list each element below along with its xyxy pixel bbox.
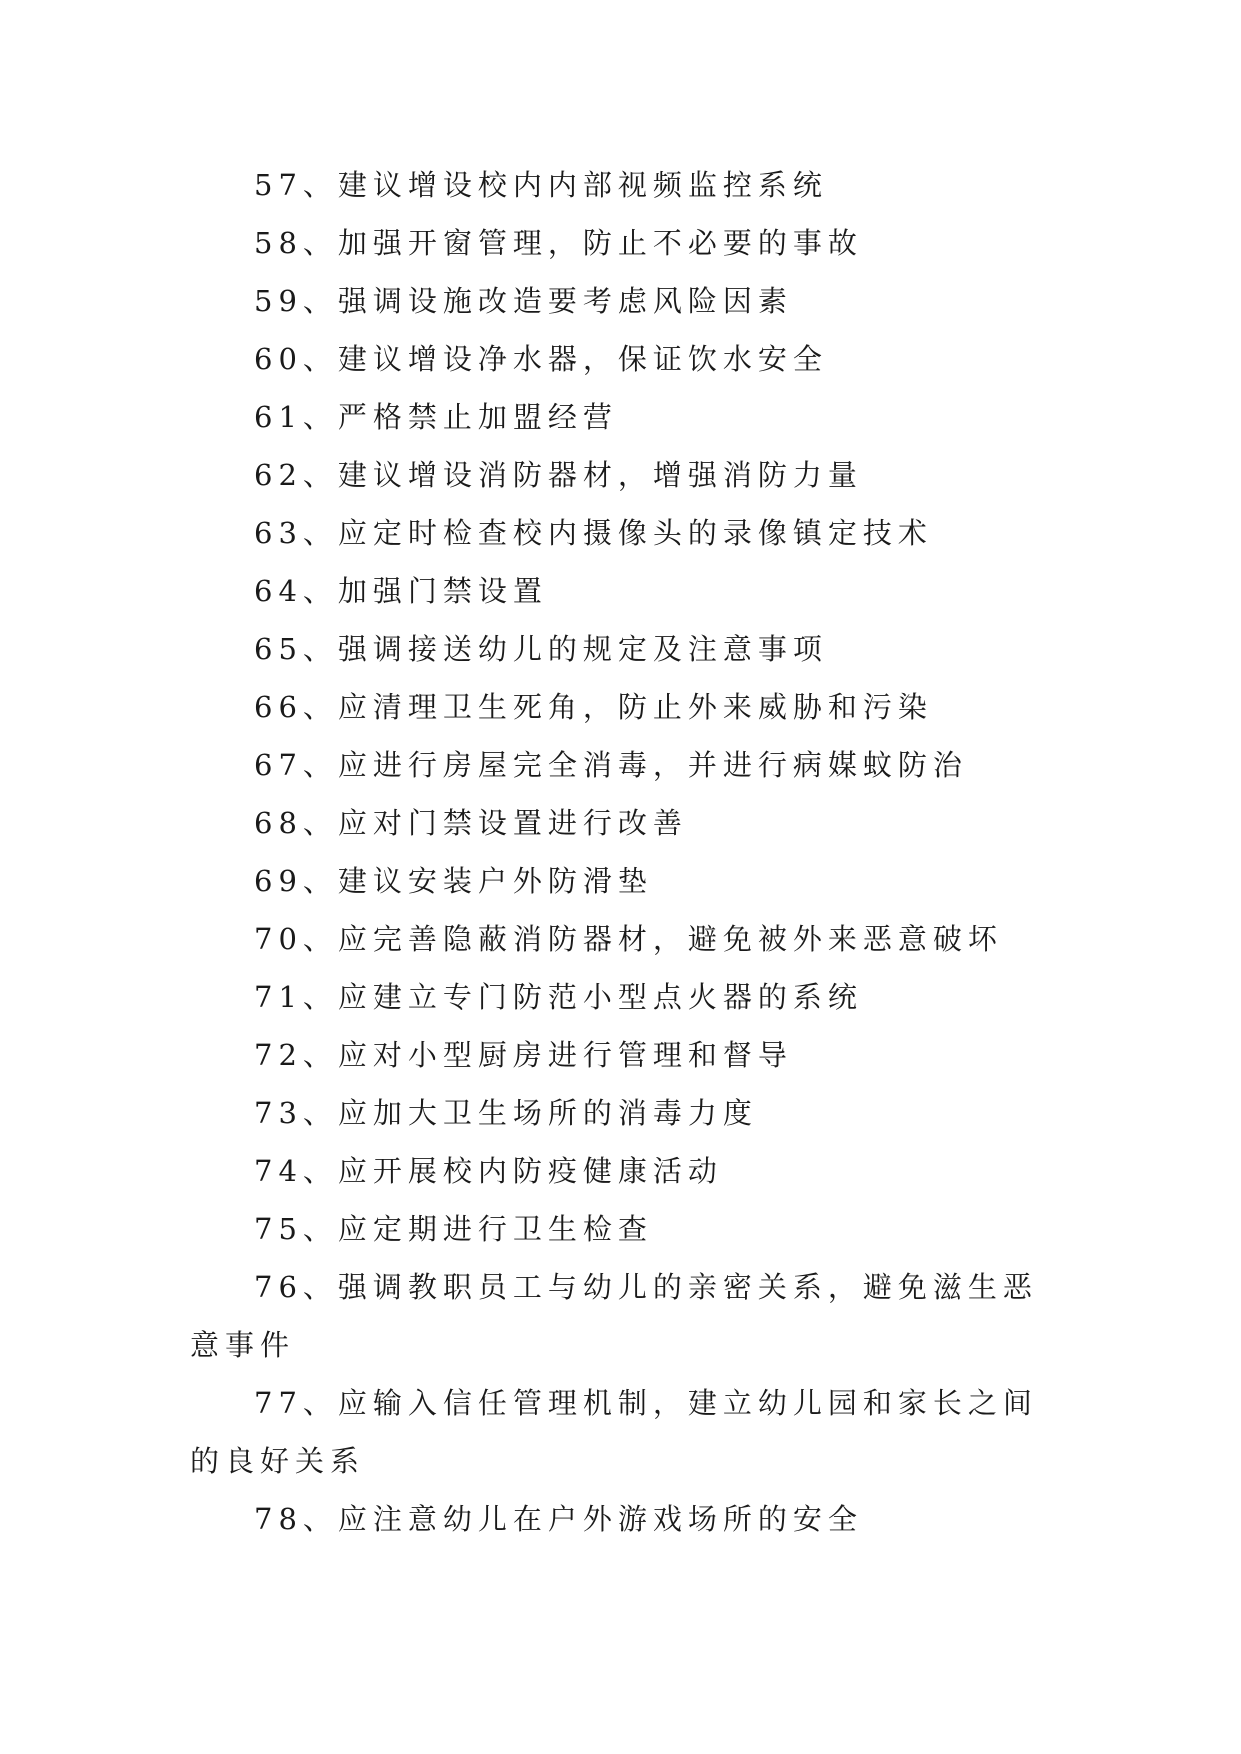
list-item: 74、应开展校内防疫健康活动 xyxy=(254,1154,723,1188)
list-item: 75、应定期进行卫生检查 xyxy=(254,1212,653,1246)
list-item: 67、应进行房屋完全消毒，并进行病媒蚊防治 xyxy=(254,748,968,782)
list-item: 73、应加大卫生场所的消毒力度 xyxy=(254,1096,758,1130)
list-item: 78、应注意幼儿在户外游戏场所的安全 xyxy=(254,1502,863,1536)
list-item: 62、建议增设消防器材，增强消防力量 xyxy=(254,458,863,492)
list-item: 72、应对小型厨房进行管理和督导 xyxy=(254,1038,793,1072)
list-item: 66、应清理卫生死角，防止外来威胁和污染 xyxy=(254,690,933,724)
list-item: 60、建议增设净水器，保证饮水安全 xyxy=(254,342,828,376)
list-item: 64、加强门禁设置 xyxy=(254,574,548,608)
list-item: 68、应对门禁设置进行改善 xyxy=(254,806,688,840)
list-item: 65、强调接送幼儿的规定及注意事项 xyxy=(254,632,828,666)
list-item: 70、应完善隐蔽消防器材，避免被外来恶意破坏 xyxy=(254,922,1003,956)
list-item: 76、强调教职员工与幼儿的亲密关系，避免滋生恶意事件 xyxy=(190,1270,1038,1362)
list-item: 58、加强开窗管理，防止不必要的事故 xyxy=(254,226,863,260)
document-body xyxy=(190,156,1056,1548)
list-item: 69、建议安装户外防滑垫 xyxy=(254,864,653,898)
list-item: 59、强调设施改造要考虑风险因素 xyxy=(254,284,793,318)
list-item: 71、应建立专门防范小型点火器的系统 xyxy=(254,980,863,1014)
list-item: 61、严格禁止加盟经营 xyxy=(254,400,618,434)
list-item: 57、建议增设校内内部视频监控系统 xyxy=(254,168,828,202)
list-item: 63、应定时检查校内摄像头的录像镇定技术 xyxy=(254,516,933,550)
list-item: 77、应输入信任管理机制，建立幼儿园和家长之间的良好关系 xyxy=(190,1386,1038,1478)
